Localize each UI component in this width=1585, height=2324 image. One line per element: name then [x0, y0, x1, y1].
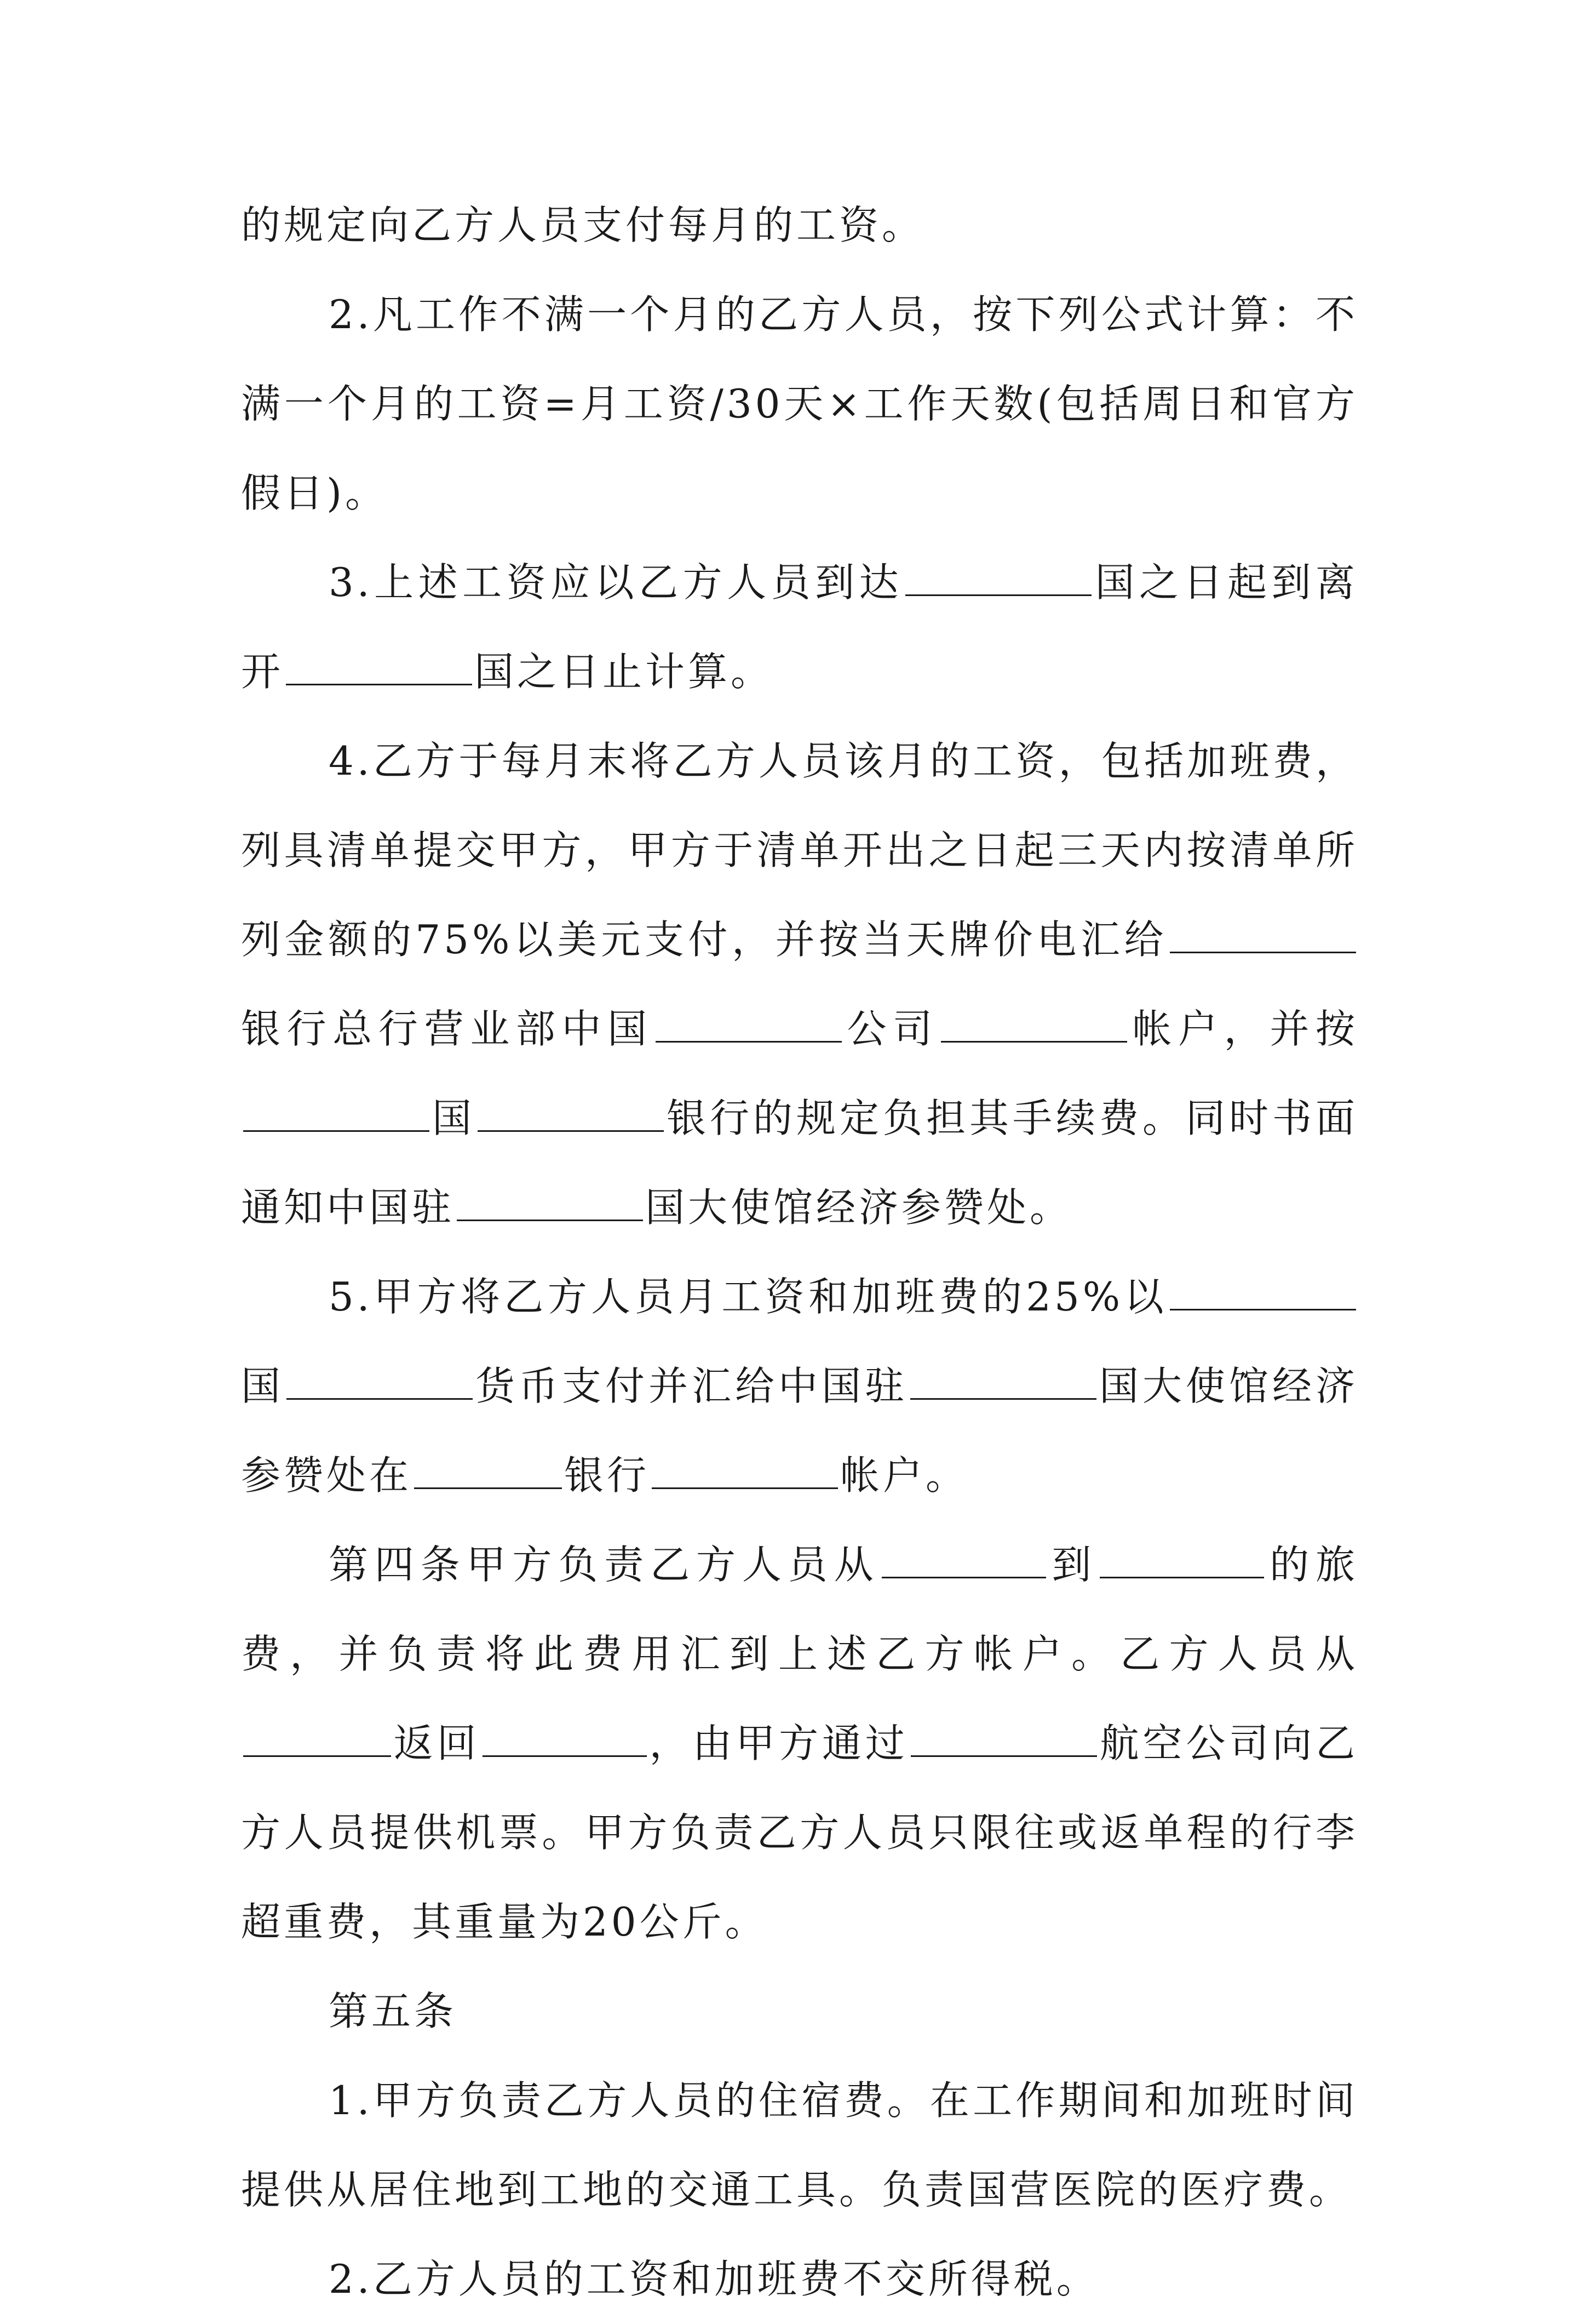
blank-field — [243, 1716, 391, 1757]
text-segment: 国大使馆经济参赞处。 — [645, 1184, 1073, 1230]
paragraph-text: 2.乙方人员的工资和加班费不交所得税。 — [329, 2256, 1099, 2302]
blank-field — [910, 1359, 1096, 1400]
text-segment: 货币支付并汇给中国驻 — [475, 1363, 908, 1409]
blank-field — [243, 1091, 429, 1132]
blank-field — [652, 1448, 838, 1489]
blank-field — [905, 555, 1092, 596]
text-segment: 公司 — [843, 1006, 939, 1052]
paragraph-4 — [241, 717, 1358, 1252]
paragraph-9 — [241, 2235, 1358, 2324]
text-segment: 4.乙方于每月末将乙方人员该月的工资，包括加班费，列具清单提交甲方，甲方于清单开出之日起三天内按清单所列金额的75%以美元支付，并按当天牌价电汇给 — [241, 738, 1358, 963]
text-segment: 银行的规定负担其手续费。同时书面通知中国驻 — [241, 1095, 1358, 1230]
text-segment: 国之日止计算。 — [474, 649, 774, 695]
blank-field — [911, 1716, 1097, 1757]
blank-field — [286, 1359, 473, 1400]
text-segment: 3.上述工资应以乙方人员到达 — [329, 559, 904, 605]
text-segment: 帐户，并按 — [1129, 1006, 1358, 1052]
text-segment: ，由甲方通过 — [648, 1720, 909, 1766]
text-segment: 帐户。 — [840, 1452, 969, 1498]
text-segment: 返回 — [393, 1720, 480, 1766]
blank-field — [941, 1001, 1127, 1043]
blank-field — [478, 1091, 664, 1132]
text-segment: 国大使馆经济参赞处在 — [241, 1363, 1358, 1498]
blank-field — [1170, 1269, 1356, 1310]
document-body — [241, 181, 1358, 2324]
paragraph-6 — [241, 1520, 1358, 1967]
blank-field — [286, 644, 472, 685]
text-segment: 国 — [241, 1363, 284, 1409]
article-5-heading — [241, 1967, 1358, 2056]
blank-field — [457, 1180, 643, 1221]
paragraph-text: 的规定向乙方人员支付每月的工资。 — [241, 202, 925, 248]
paragraph-8 — [241, 2056, 1358, 2235]
paragraph-3 — [241, 538, 1358, 717]
paragraph-text: 2.凡工作不满一个月的乙方人员，按下列公式计算：不满一个月的工资=月工资/30天×工作天数(包括周日和官方假日)。 — [241, 291, 1358, 516]
text-segment: 5.甲方将乙方人员月工资和加班费的25%以 — [329, 1274, 1168, 1320]
paragraph-text: 第五条 — [329, 1988, 457, 2034]
blank-field — [1170, 912, 1356, 953]
text-segment: 第四条甲方负责乙方人员从 — [329, 1542, 880, 1588]
text-segment: 到 — [1048, 1542, 1098, 1588]
text-segment: 的旅费，并负责将此费用汇到上述乙方帐户。乙方人员从 — [241, 1542, 1358, 1677]
paragraph-1 — [241, 181, 1358, 270]
blank-field — [483, 1716, 647, 1757]
blank-field — [1100, 1537, 1264, 1578]
paragraph-5 — [241, 1252, 1358, 1520]
text-segment: 国之日起到离开 — [241, 559, 1358, 695]
text-segment: 航空公司向乙方人员提供机票。甲方负责乙方人员只限往或返单程的行李超重费，其重量为20公斤。 — [241, 1720, 1358, 1945]
blank-field — [414, 1448, 562, 1489]
blank-field — [882, 1537, 1046, 1578]
text-segment: 银行 — [564, 1452, 650, 1498]
text-segment: 银行总行营业部中国 — [241, 1006, 653, 1052]
paragraph-2 — [241, 270, 1358, 538]
paragraph-text: 1.甲方负责乙方人员的住宿费。在工作期间和加班时间提供从居住地到工地的交通工具。负责国营医院的医疗费。 — [241, 2077, 1358, 2213]
blank-field — [656, 1001, 842, 1043]
text-segment: 国 — [432, 1095, 475, 1141]
